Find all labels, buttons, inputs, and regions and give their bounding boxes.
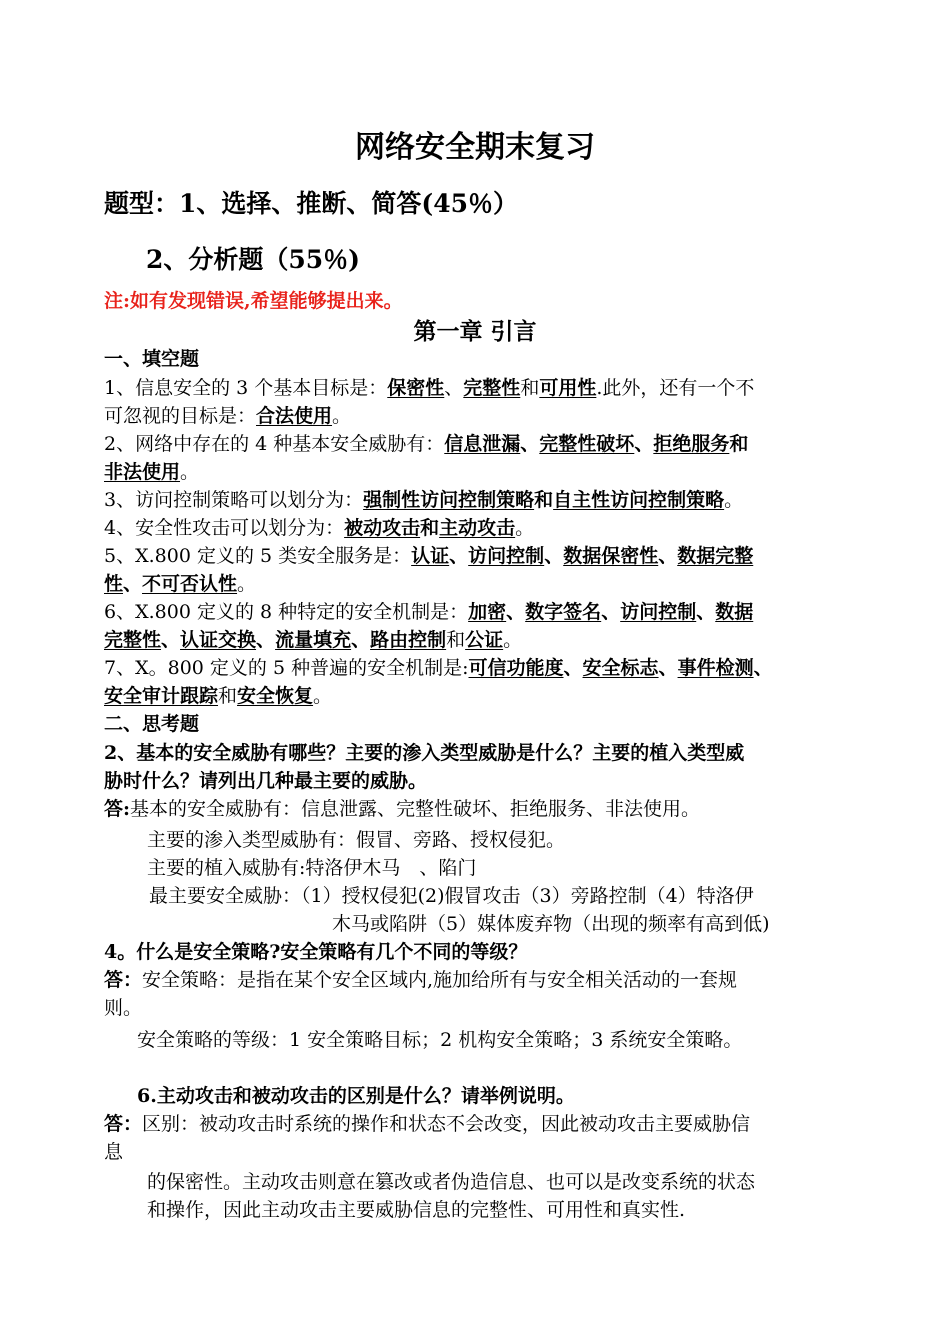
think-q6-answer-4: 和操作，因此主动攻击主要威胁信息的完整性、可用性和真实性. xyxy=(147,1199,686,1221)
answer: 拒绝服务 xyxy=(653,433,730,455)
answer: 不可否认性 xyxy=(142,573,238,595)
fill-q6-line1: 6、X.800 定义的 8 种特定的安全机制是：加密、数字签名、访问控制、数据 xyxy=(104,601,754,623)
answer: 流量填充 xyxy=(275,629,352,651)
answer: 数据保密性 xyxy=(563,545,659,567)
chapter-heading: 第一章 引言 xyxy=(413,318,537,345)
fill-q2-line2: 非法使用。 xyxy=(104,461,200,483)
think-q4-answer-1: 答：安全策略：是指在某个安全区域内,施加给所有与安全相关活动的一套规 xyxy=(104,969,738,991)
think-q6-answer-1: 答：区别：被动攻击时系统的操作和状态不会改变，因此被动攻击主要威胁信 xyxy=(104,1113,751,1135)
answer: 可信功能度 xyxy=(468,657,564,679)
answer-label: 答： xyxy=(104,969,143,991)
answer: 性 xyxy=(104,573,124,595)
answer: 信息泄漏 xyxy=(444,433,521,455)
answer: 完整性 xyxy=(463,377,521,399)
answer-label: 答: xyxy=(104,798,131,820)
think-q2-answer-2: 主要的渗入类型威胁有：假冒、旁路、授权侵犯。 xyxy=(147,829,566,851)
think-q6-answer-2: 息 xyxy=(104,1141,124,1163)
answer: 安全标志 xyxy=(582,657,659,679)
answer: 认证交换 xyxy=(180,629,257,651)
think-q6-question: 6.主动攻击和被动攻击的区别是什么？请举例说明。 xyxy=(137,1085,575,1107)
section-fill-in-heading: 一、填空题 xyxy=(104,348,200,370)
question-types-line-1: 题型：1、选择、推断、简答(45％） xyxy=(104,189,519,218)
answer: 自主性访问控制策略 xyxy=(553,489,725,511)
think-q2-line1: 2、基本的安全威胁有哪些？主要的渗入类型威胁是什么？主要的植入类型威 xyxy=(104,742,745,764)
think-q2-answer-3: 主要的植入威胁有:特洛伊木马 、陷门 xyxy=(147,857,477,879)
answer: 数据 xyxy=(715,601,754,623)
answer: 安全恢复 xyxy=(237,685,314,707)
answer: 非法使用 xyxy=(104,461,181,483)
fill-q7-line2: 安全审计跟踪和安全恢复。 xyxy=(104,685,333,707)
fill-q4: 4、安全性攻击可以划分为：被动攻击和主动攻击。 xyxy=(104,517,535,539)
answer-label: 答： xyxy=(104,1113,143,1135)
think-q4-answer-2: 则。 xyxy=(104,997,143,1019)
answer: 完整性破坏 xyxy=(539,433,635,455)
answer: 强制性访问控制策略 xyxy=(363,489,535,511)
fill-q6-line2: 完整性、认证交换、流量填充、路由控制和公证。 xyxy=(104,629,523,651)
think-q4-question: 4。什么是安全策略?安全策略有几个不同的等级？ xyxy=(104,941,528,963)
fill-q5-line2: 性、不可否认性。 xyxy=(104,573,257,595)
answer: 路由控制 xyxy=(370,629,447,651)
fill-q3: 3、访问控制策略可以划分为：强制性访问控制策略和自主性访问控制策略。 xyxy=(104,489,744,511)
answer: 可用性 xyxy=(539,377,597,399)
answer: 合法使用 xyxy=(256,405,333,427)
think-q2-line2: 胁时什么？请列出几种最主要的威胁。 xyxy=(104,770,428,792)
section-thinking-heading: 二、思考题 xyxy=(104,713,200,735)
answer: 完整性 xyxy=(104,629,162,651)
think-q2-answer-4: 最主要安全威胁：（1）授权侵犯(2)假冒攻击（3）旁路控制（4）特洛伊 xyxy=(149,885,754,907)
think-q2-answer-1: 答:基本的安全威胁有：信息泄露、完整性破坏、拒绝服务、非法使用。 xyxy=(104,798,701,820)
fill-q1-line2: 可忽视的目标是：合法使用。 xyxy=(104,405,352,427)
answer: 数字签名 xyxy=(525,601,602,623)
think-q6-answer-3: 的保密性。主动攻击则意在篡改或者伪造信息、也可以是改变系统的状态 xyxy=(147,1171,756,1193)
think-q2-answer-5: 木马或陷阱（5）媒体废弃物（出现的频率有高到低) xyxy=(332,913,770,935)
fill-q5-line1: 5、X.800 定义的 5 类安全服务是：认证、访问控制、数据保密性、数据完整 xyxy=(104,545,754,567)
question-types-line-2: 2、分析题（55％) xyxy=(146,245,361,274)
answer: 访问控制 xyxy=(468,545,545,567)
answer: 加密 xyxy=(468,601,507,623)
answer: 事件检测 xyxy=(677,657,754,679)
doc-title: 网络安全期末复习 xyxy=(355,130,595,165)
fill-q7-line1: 7、X。800 定义的 5 种普遍的安全机制是:可信功能度、安全标志、事件检测、 xyxy=(104,657,773,679)
think-q4-answer-3: 安全策略的等级：1 安全策略目标；2 机构安全策略；3 系统安全策略。 xyxy=(137,1029,743,1051)
answer: 认证 xyxy=(411,545,450,567)
answer: 安全审计跟踪 xyxy=(104,685,219,707)
fill-q1-line1: 1、信息安全的 3 个基本目标是：保密性、完整性和可用性.此外，还有一个不 xyxy=(104,377,755,399)
answer: 访问控制 xyxy=(620,601,697,623)
answer: 被动攻击 xyxy=(344,517,421,539)
red-note: 注:如有发现错误,希望能够提出来。 xyxy=(104,290,403,312)
answer: 公证 xyxy=(465,629,504,651)
answer: 保密性 xyxy=(387,377,445,399)
answer: 数据完整 xyxy=(677,545,754,567)
answer: 主动攻击 xyxy=(439,517,516,539)
fill-q2-line1: 2、网络中存在的 4 种基本安全威胁有：信息泄漏、完整性破坏、拒绝服务和 xyxy=(104,433,749,455)
